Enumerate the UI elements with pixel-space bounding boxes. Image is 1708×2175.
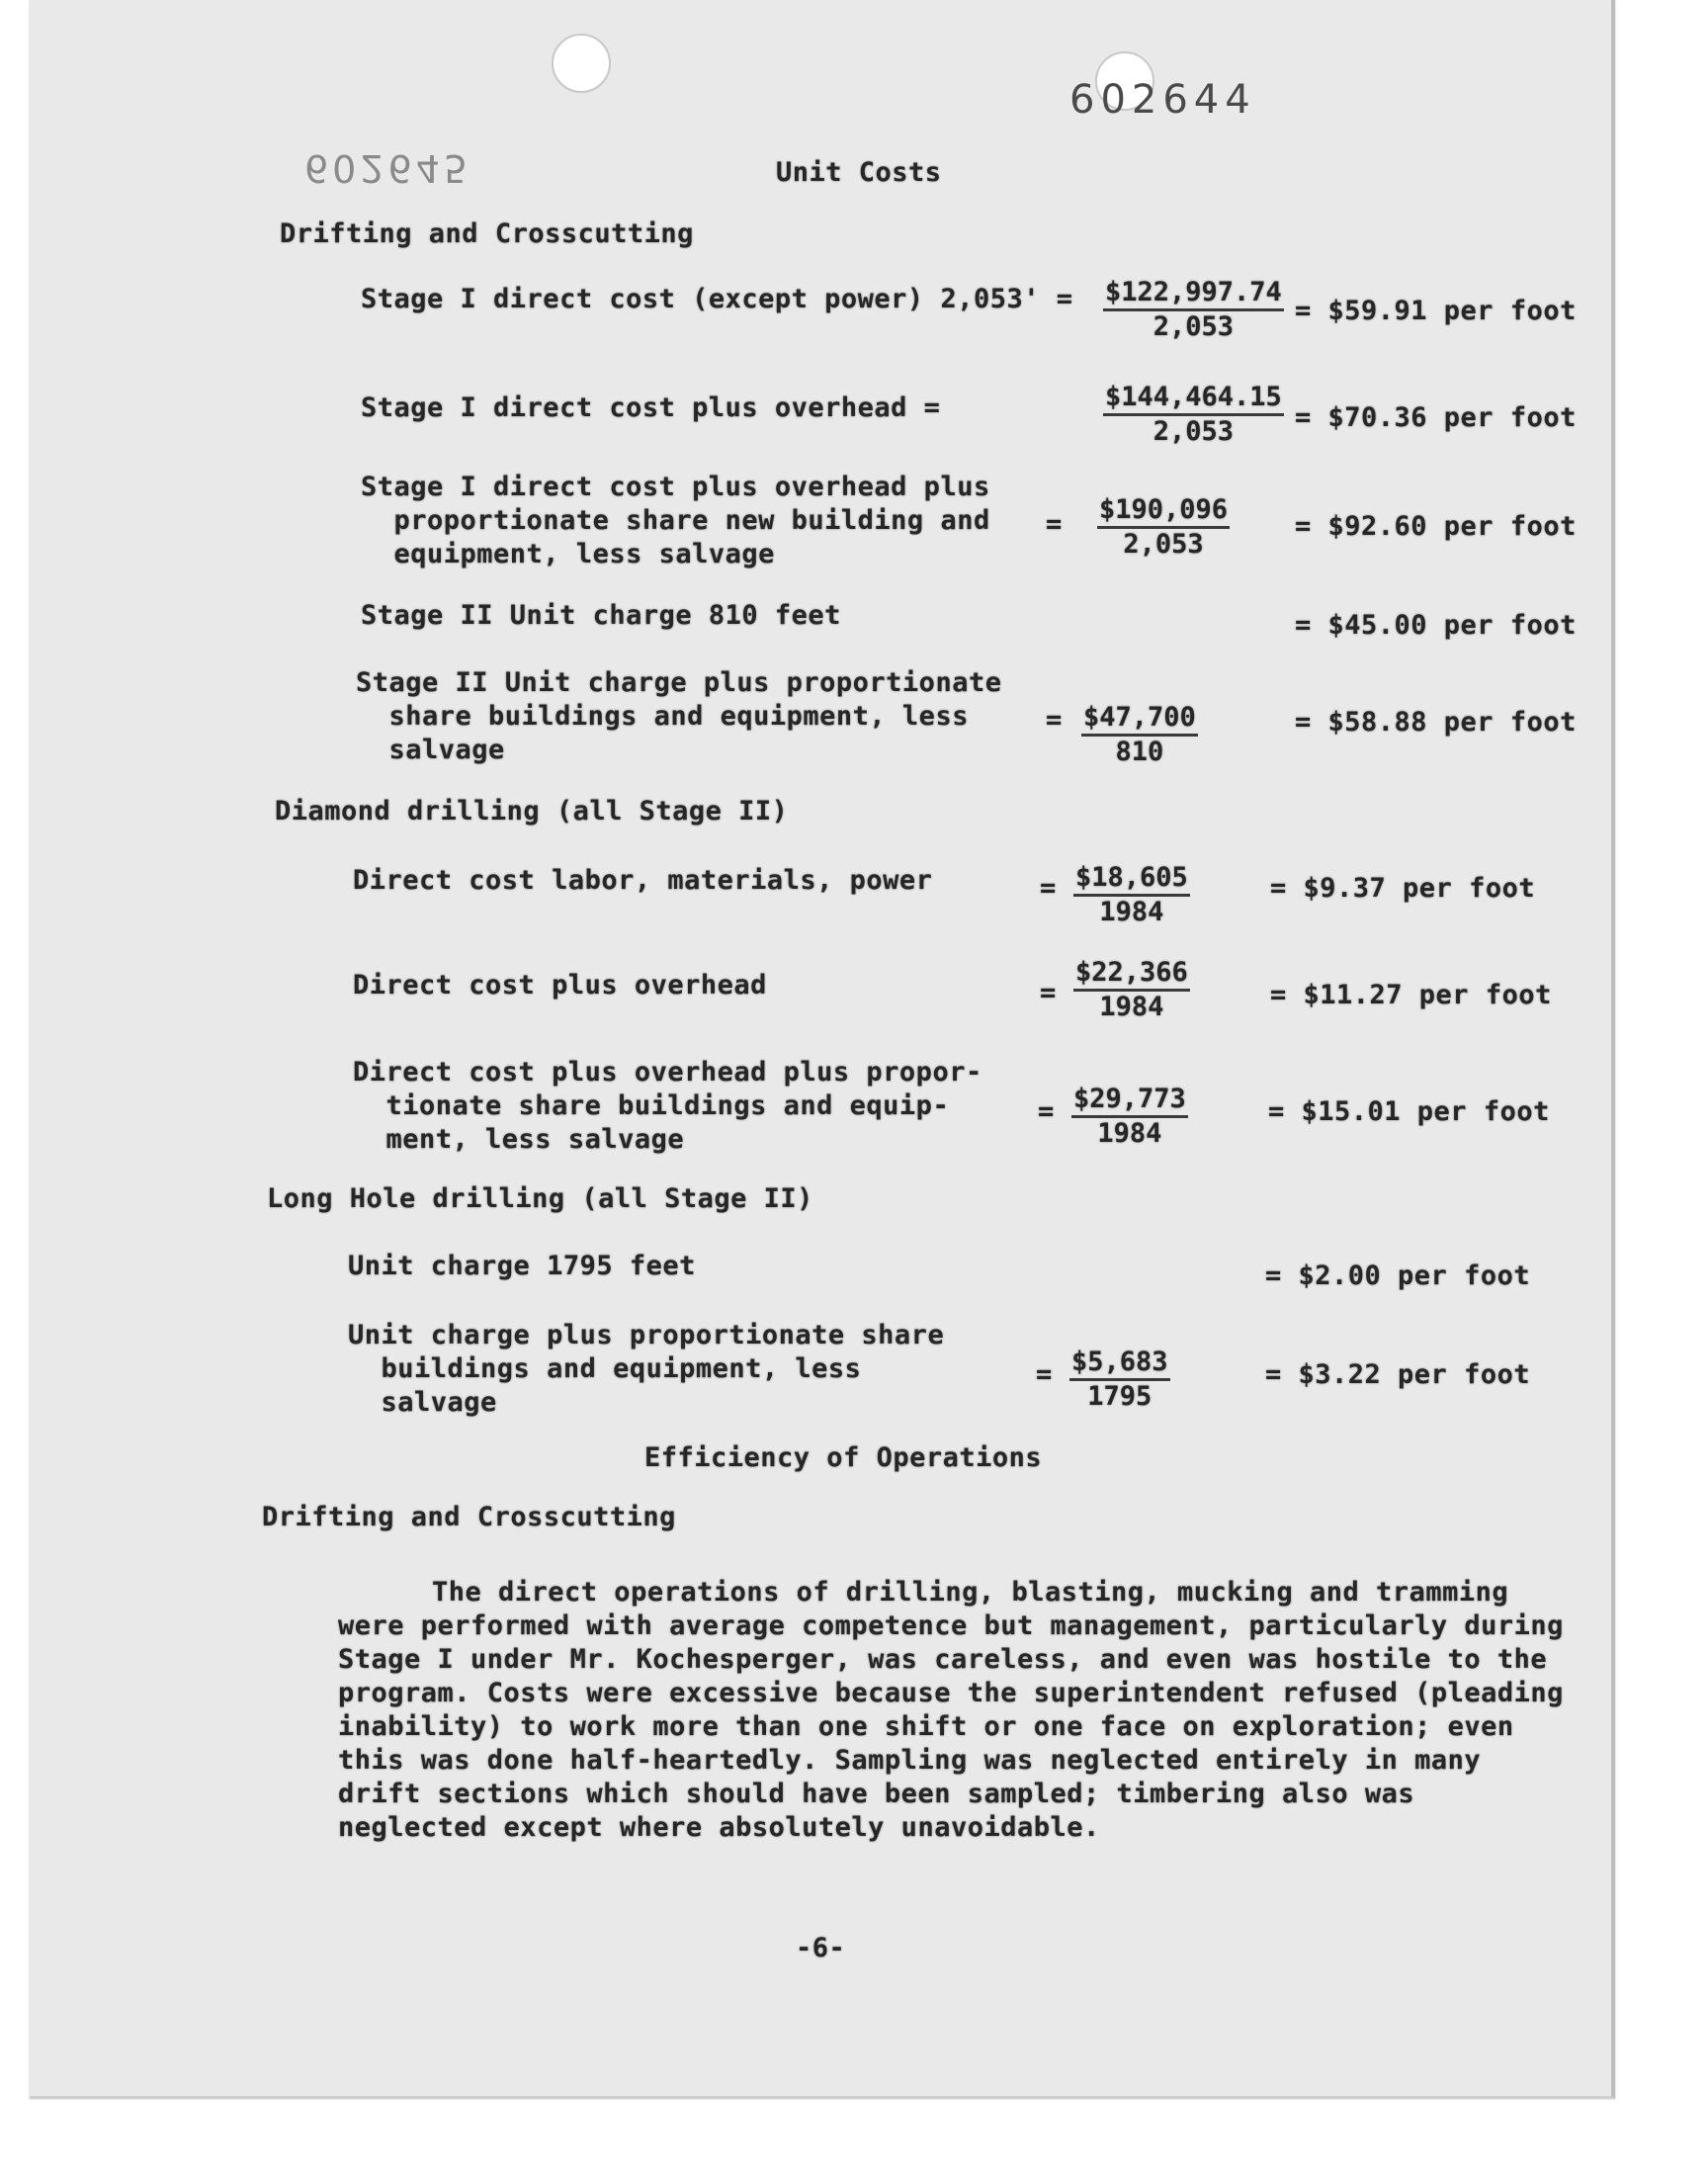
row-label: Direct cost plus overhead plus propor- tionate share buildings and equip- ment, less salvage (353, 1057, 982, 1155)
page-number: -6- (796, 1933, 846, 1963)
document-number-bleed: 602645 (304, 146, 472, 190)
fraction-numerator: $18,605 (1073, 862, 1190, 897)
punch-hole-left (552, 34, 611, 93)
row-label: Stage I direct cost (except power) 2,053' = (361, 284, 1073, 314)
row-result: = $70.36 per foot (1295, 402, 1577, 433)
page-title: Unit Costs (776, 157, 942, 188)
row-result: = $58.88 per foot (1295, 707, 1577, 738)
fraction-numerator: $144,464.15 (1103, 382, 1284, 416)
row-label: Stage II Unit charge plus proportionate share buildings and equipment, less salvage (356, 667, 1002, 765)
fraction-denominator: 2,053 (1123, 529, 1204, 560)
fraction (1071, 1084, 1188, 1150)
fraction-numerator: $190,096 (1097, 494, 1230, 529)
equals-sign: = (1036, 1359, 1053, 1390)
equals-sign: = (1040, 978, 1057, 1008)
row-label: Direct cost labor, materials, power (353, 865, 933, 896)
section-title-drifting-efficiency: Drifting and Crosscutting (262, 1502, 676, 1532)
efficiency-paragraph (338, 1576, 1574, 1845)
fraction (1069, 1347, 1170, 1413)
row-label: Stage I direct cost plus overhead plus proportionate share new building and equipment, less salvage (361, 472, 990, 569)
fraction-numerator: $22,366 (1073, 957, 1190, 992)
fraction-denominator: 1984 (1097, 1118, 1162, 1149)
section-title-diamond-drilling: Diamond drilling (all Stage II) (275, 796, 789, 826)
equals-sign: = (1040, 873, 1057, 904)
fraction (1103, 382, 1284, 448)
fraction-denominator: 1984 (1099, 897, 1164, 927)
row-result: = $92.60 per foot (1295, 511, 1577, 542)
equals-sign: = (1046, 509, 1063, 540)
fraction-denominator: 2,053 (1153, 311, 1235, 342)
paragraph-text: The direct operations of drilling, blasting, mucking and tramming were performed with average competence but management, particularly during Stage I under Mr. Kochesperger, was careless, and even was hostile to the program. Costs were excessive because the superintendent refused (pleading inability) to work more than one shift or one face on exploration; even this was done half-heartedly. Sampling was neglected entirely in many drift sections which should have been sampled; timbering also was neglected except where absolutely unavoidable. (338, 1577, 1564, 1843)
row-result: = $11.27 per foot (1270, 980, 1552, 1010)
fraction-numerator: $122,997.74 (1103, 277, 1284, 311)
fraction (1081, 702, 1198, 768)
row-label: Direct cost plus overhead (353, 970, 767, 1000)
fraction-denominator: 2,053 (1153, 416, 1235, 447)
fraction (1073, 957, 1190, 1023)
row-result: = $2.00 per foot (1265, 1261, 1531, 1291)
row-label: Unit charge plus proportionate share buildings and equipment, less salvage (348, 1320, 945, 1418)
fraction-numerator: $47,700 (1081, 702, 1198, 737)
fraction-denominator: 1795 (1087, 1381, 1153, 1412)
fraction-denominator: 1984 (1099, 992, 1164, 1022)
fraction-numerator: $29,773 (1071, 1084, 1188, 1118)
subheading-efficiency: Efficiency of Operations (644, 1442, 1043, 1473)
section-title-drifting: Drifting and Crosscutting (280, 218, 694, 249)
scan-margin (0, 2101, 1708, 2175)
equals-sign: = (1038, 1096, 1055, 1127)
row-result: = $59.91 per foot (1295, 296, 1577, 326)
row-result: = $15.01 per foot (1268, 1096, 1550, 1127)
row-label: Stage I direct cost plus overhead = (361, 392, 941, 423)
fraction (1103, 277, 1284, 343)
equals-sign: = (1046, 705, 1063, 736)
section-title-long-hole-drilling: Long Hole drilling (all Stage II) (267, 1183, 813, 1214)
fraction-numerator: $5,683 (1069, 1347, 1170, 1381)
fraction-denominator: 810 (1115, 737, 1164, 767)
fraction (1097, 494, 1230, 561)
row-result: = $9.37 per foot (1270, 873, 1536, 904)
document-number: 602644 (1069, 77, 1256, 123)
fraction (1073, 862, 1190, 928)
row-result: = $45.00 per foot (1295, 610, 1577, 641)
row-result: = $3.22 per foot (1265, 1359, 1531, 1390)
row-label: Stage II Unit charge 810 feet (361, 600, 841, 631)
row-label: Unit charge 1795 feet (348, 1251, 696, 1281)
